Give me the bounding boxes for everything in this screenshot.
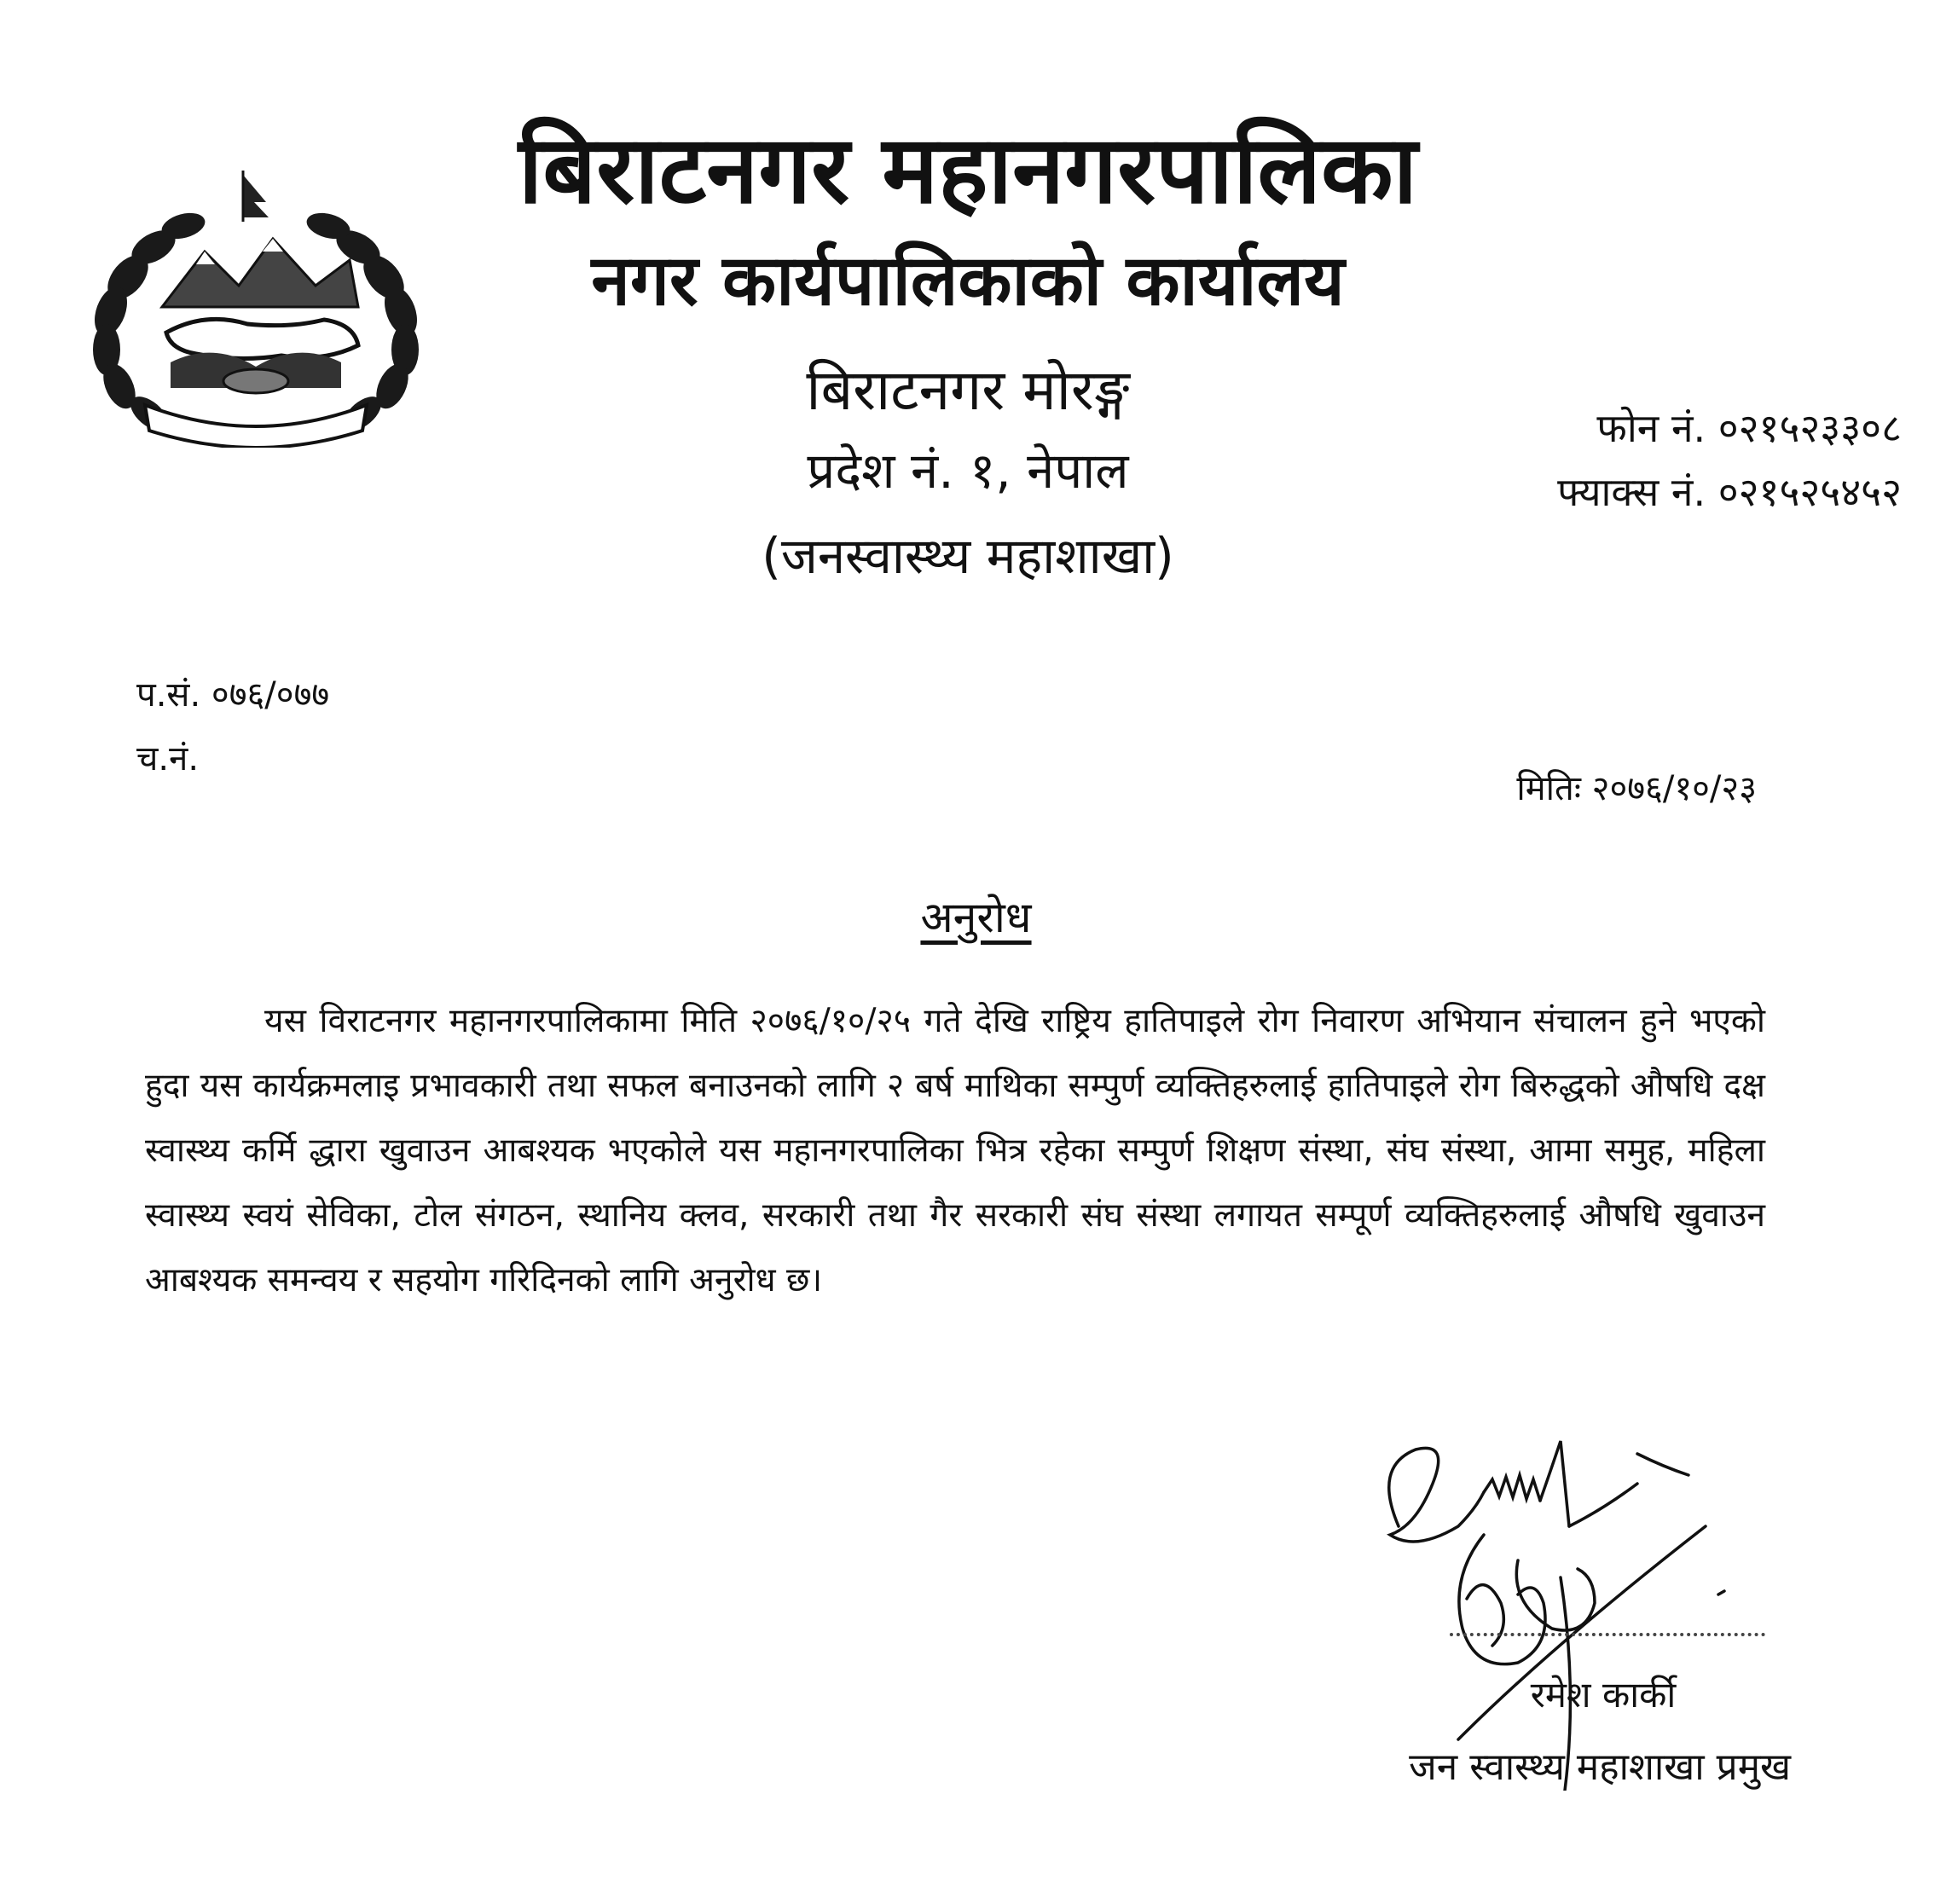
- nepal-coat-of-arms-icon: [68, 158, 443, 448]
- letter-date: मितिः २०७६/१०/२३: [1516, 769, 1757, 808]
- phone-number: फोन नं. ०२१५२३३०८: [1596, 405, 1902, 451]
- letter-body: यस विराटनगर महानगरपालिकामा मिति २०७६/१०/२५ गते देखि राष्ट्रिय हातिपाइले रोग निवारण अभियान संचालन हुने भएको हुदा यस कार्यक्रमलाइ प्रभावकारी तथा सफल बनाउनको लागि २ बर्ष माथिका सम्पुर्ण व्यक्तिहरुलाई हातिपाइले रोग बिरुद्धको औषधि दक्ष स्वास्थ्य कर्मि द्धारा खुवाउन आबश्यक भएकोले यस महानगरपालिका भित्र रहेका सम्पुर्ण शिक्षण संस्था, संघ संस्था, आमा समुह, महिला स्वास्थ्य स्वयं सेविका, टोल संगठन, स्थानिय क्लव, सरकारी तथा गैर सरकारी संघ संस्था लगायत सम्पूर्ण व्यक्तिहरुलाई औषधि खुवाउन आबश्यक समन्वय र सहयोग गरिदिनको लागि अनुरोध छ।: [145, 1002, 1765, 1299]
- handwritten-signature: [1381, 1432, 1791, 1791]
- province-line: प्रदेश नं. १, नेपाल: [807, 442, 1129, 500]
- fax-number: फ्याक्स नं. ०२१५२५४५२: [1557, 469, 1902, 515]
- signatory-title: जन स्वास्थ्य महाशाखा प्रमुख: [1409, 1745, 1791, 1789]
- organization-title: बिराटनगर महानगरपालिका: [518, 115, 1418, 224]
- dispatch-number: च.नं.: [136, 739, 200, 778]
- signature-line: [1450, 1633, 1765, 1636]
- department-name: (जनस्वास्थ्य महाशाखा): [762, 527, 1174, 585]
- fiscal-year-reference: प.सं. ०७६/०७७: [136, 675, 330, 715]
- office-location: बिराटनगर मोरङ्ग: [806, 357, 1130, 423]
- office-name: नगर कार्यपालिकाको कार्यालय: [591, 240, 1345, 321]
- signatory-name: रमेश कार्की: [1530, 1674, 1677, 1716]
- letter-subject: अनुरोध: [920, 893, 1032, 942]
